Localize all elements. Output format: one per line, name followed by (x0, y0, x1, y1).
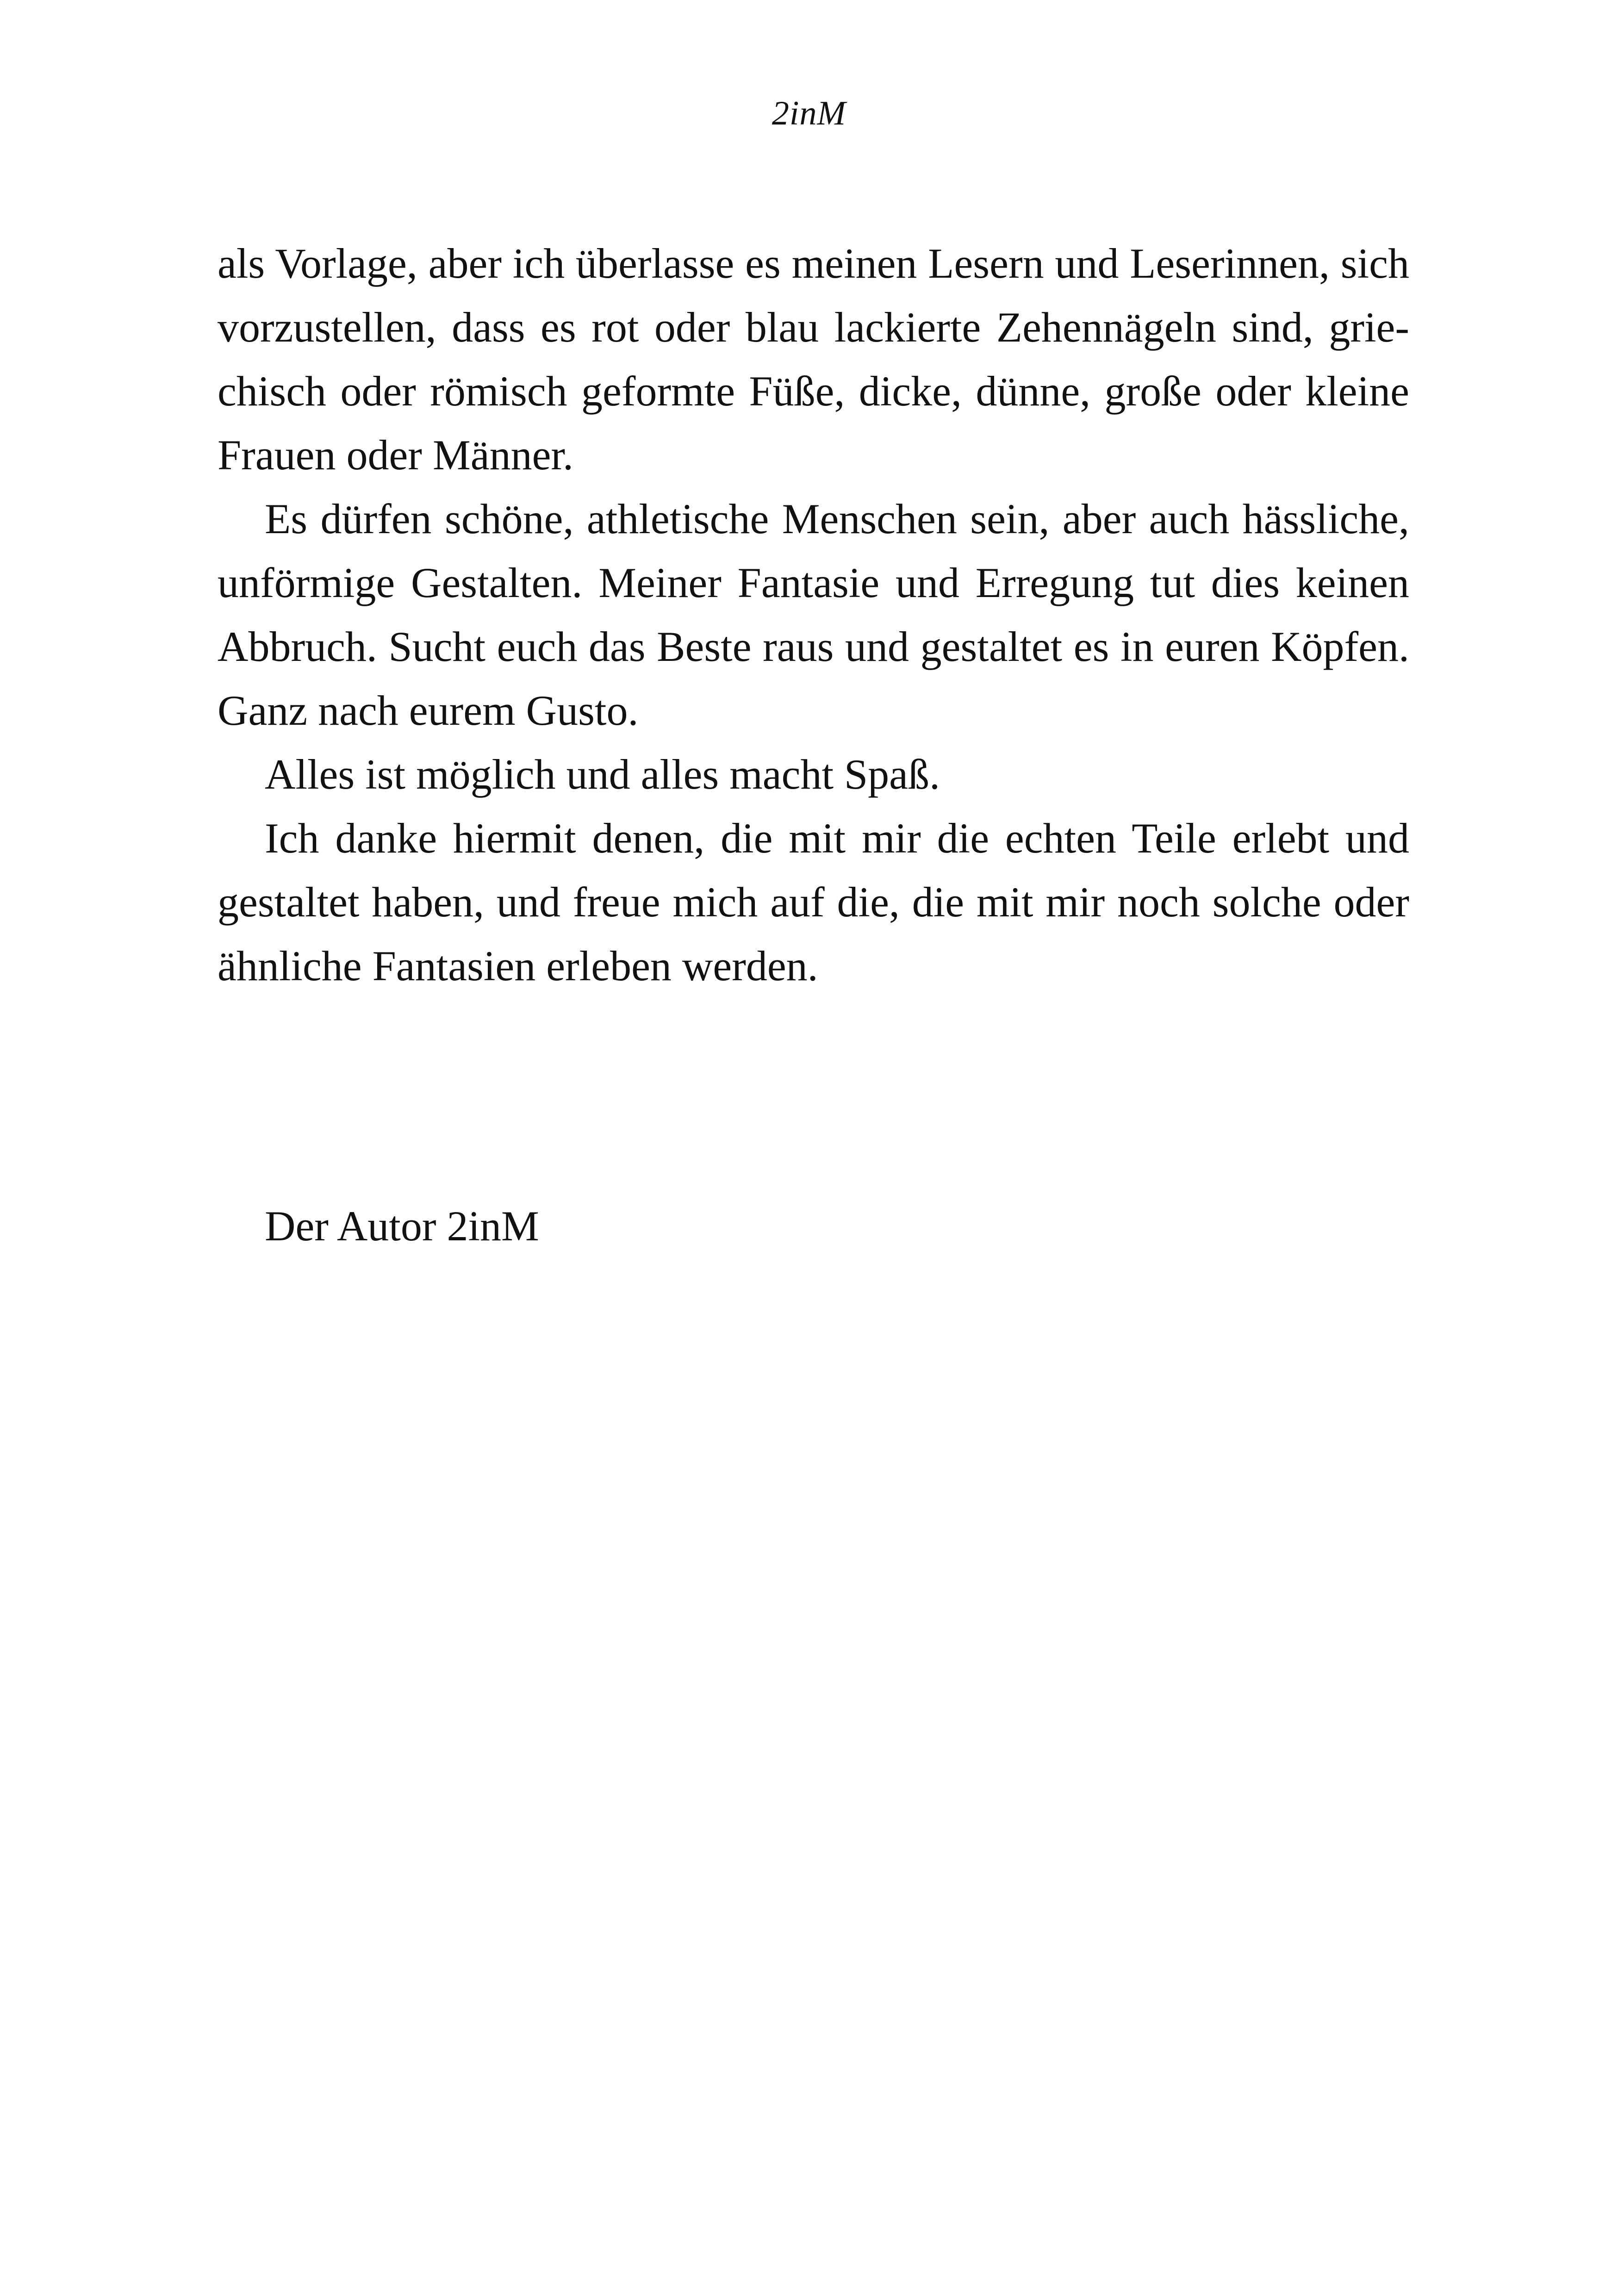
text-line: ähnliche Fantasien erleben werden. (218, 942, 818, 989)
text-line: chisch oder römisch geformte Füße, dicke, dünne, große oder kleine (218, 367, 1409, 415)
paragraph (218, 487, 1409, 742)
text-line: gestaltet haben, und freue mich auf die, die mit mir noch solche oder (218, 878, 1409, 926)
text-line: Ganz nach eurem Gusto. (218, 687, 639, 734)
text-line: Ich danke hiermit denen, die mit mir die echten Teile erlebt und (265, 815, 1409, 862)
paragraph (218, 806, 1409, 998)
text-line: Frauen oder Männer. (218, 431, 573, 479)
text-line: als Vorlage, aber ich überlasse es meinen Lesern und Leserinnen, sich (218, 240, 1409, 287)
running-header: 2inM (772, 94, 846, 132)
paragraph (218, 742, 1409, 806)
text-line: Alles ist möglich und alles macht Spaß. (265, 751, 940, 798)
text-line: unförmige Gestalten. Meiner Fantasie und Erregung tut dies keinen (218, 559, 1409, 606)
main-text (218, 231, 1409, 998)
paragraph (218, 231, 1409, 487)
text-line: Es dürfen schöne, athletische Menschen sein, aber auch hässliche, (265, 495, 1409, 542)
text-line: vorzustellen, dass es rot oder blau lackierte Zehennägeln sind, grie- (218, 304, 1409, 351)
text-line: Abbruch. Sucht euch das Beste raus und gestaltet es in euren Köpfen. (218, 623, 1409, 670)
author-signature: Der Autor 2inM (265, 1202, 539, 1250)
